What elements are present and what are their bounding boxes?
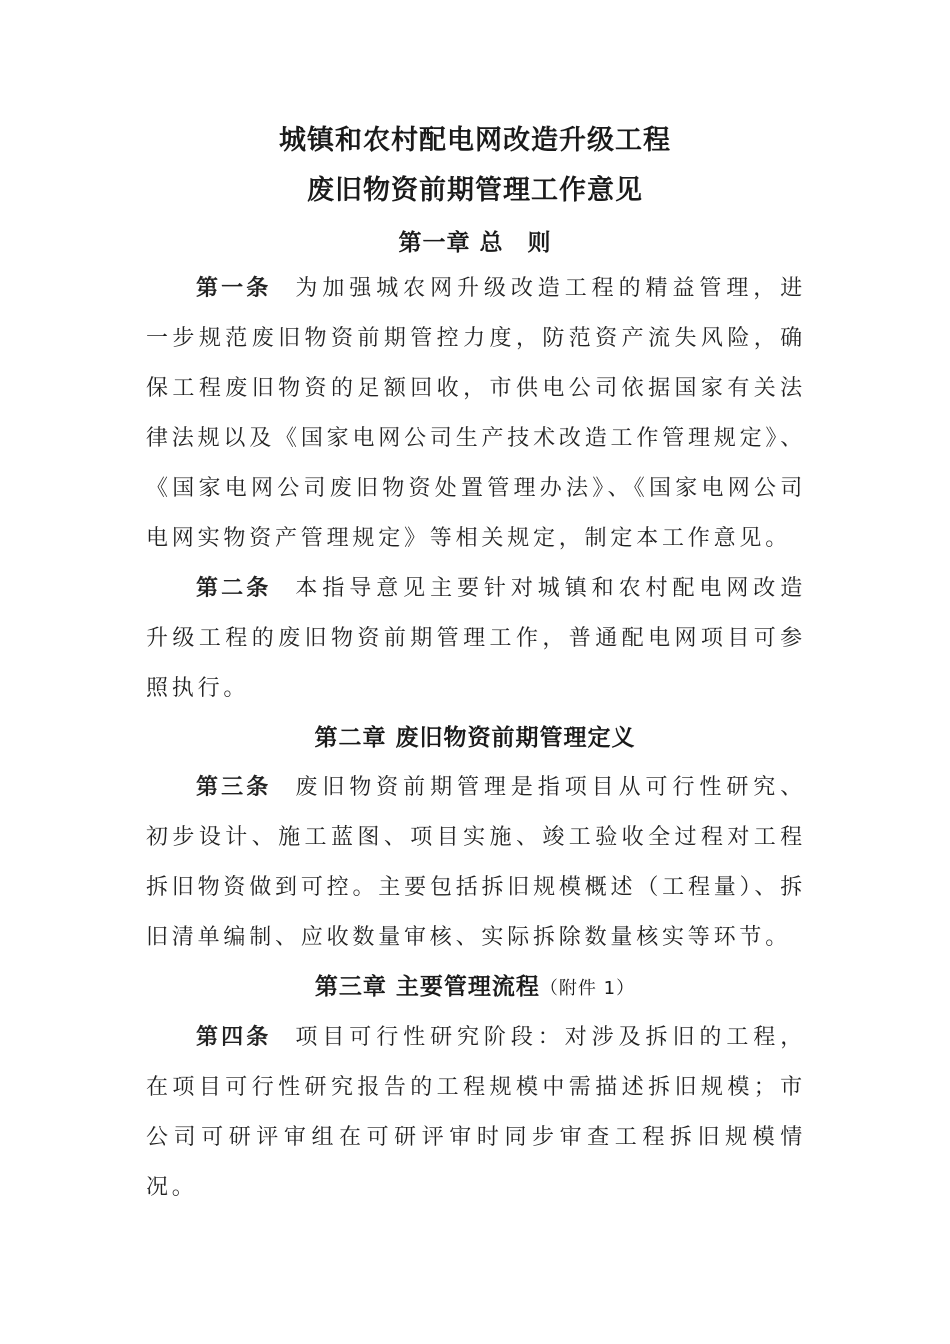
chapter-3-heading [0,972,950,1004]
article-text: 为加强城农网升级改造工程的精益管理，进一步规范废旧物资前期管控力度，防范资产流失风险，确保工程废旧物资的足额回收，市供电公司依据国家有关法律法规以及《国家电网公司生产技术改造工作管理规定》、《国家电网公司废旧物资处置管理办法》、《国家电网公司电网实物资产管理规定》等相关规定，制定本工作意见。 [146,276,806,551]
chapter-2-heading [0,723,950,753]
article-label: 第二条 [196,576,272,601]
chapter-heading-text: 第二章 废旧物资前期管理定义 [314,725,636,751]
article-4 [146,1013,806,1213]
article-label: 第一条 [196,276,272,301]
article-1 [146,264,806,564]
article-3 [146,763,806,963]
chapter-heading-text: 第三章 主要管理流程 [314,974,540,1000]
chapter-1-heading [0,228,950,258]
document-title-line1: 城镇和农村配电网改造升级工程 [279,125,671,156]
article-label: 第四条 [196,1025,272,1050]
chapter-heading-text: 第一章 总 则 [398,230,552,256]
article-label: 第三条 [196,775,272,800]
article-text: 废旧物资前期管理是指项目从可行性研究、初步设计、施工蓝图、项目实施、竣工验收全过程对工程拆旧物资做到可控。主要包括拆旧规模概述（工程量）、拆旧清单编制、应收数量审核、实际拆除数量核实等环节。 [146,775,806,950]
article-2 [146,564,806,714]
document-title-line2: 废旧物资前期管理工作意见 [307,175,643,206]
article-text: 项目可行性研究阶段：对涉及拆旧的工程，在项目可行性研究报告的工程规模中需描述拆旧规模；市公司可研评审组在可研评审时同步审查工程拆旧规模情况。 [146,1025,806,1200]
attachment-note: （附件 1） [539,978,636,999]
article-text: 本指导意见主要针对城镇和农村配电网改造升级工程的废旧物资前期管理工作，普通配电网项目可参照执行。 [146,576,806,701]
